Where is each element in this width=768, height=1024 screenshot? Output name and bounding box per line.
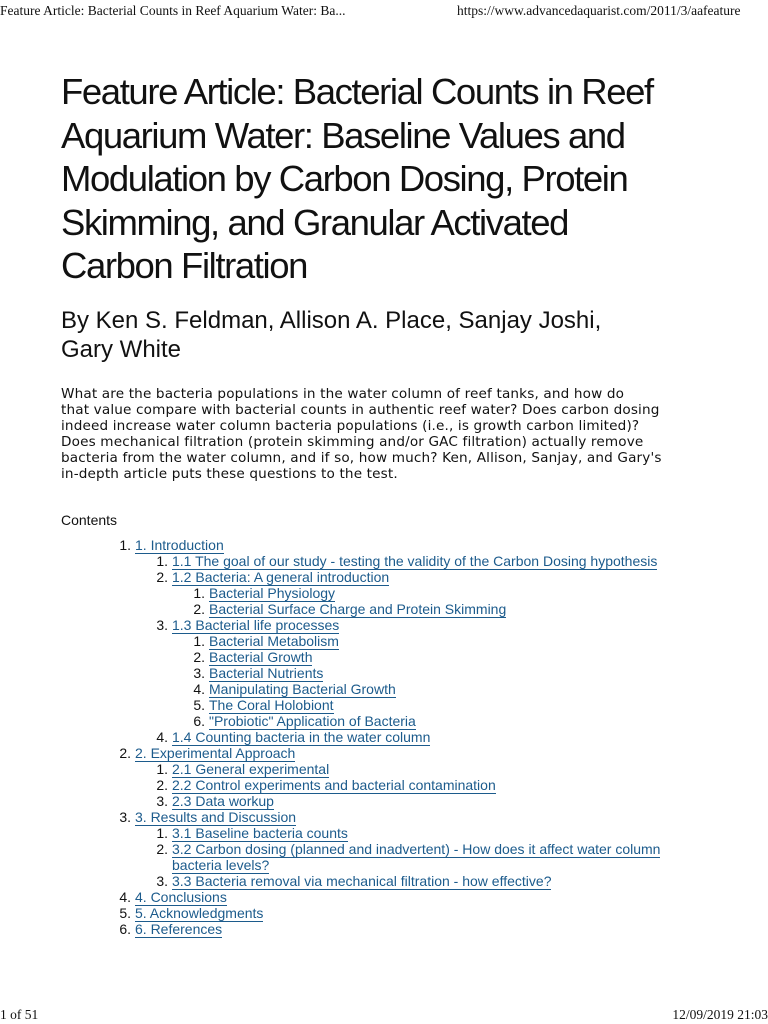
toc-item-number: 1. bbox=[156, 825, 168, 841]
toc-item-number: 3. bbox=[156, 617, 168, 633]
toc-item-number: 5. bbox=[119, 905, 131, 921]
toc-item-number: 4. bbox=[119, 889, 131, 905]
toc-item-number: 1. bbox=[156, 761, 168, 777]
toc-item bbox=[135, 777, 721, 793]
toc-item bbox=[61, 921, 721, 937]
toc-sublist bbox=[135, 761, 721, 809]
print-header-url: https://www.advancedaquarist.com/2011/3/aafeature bbox=[457, 3, 741, 18]
toc-item bbox=[172, 665, 721, 681]
toc-link-baseline-counts[interactable]: 3.1 Baseline bacteria counts bbox=[172, 825, 348, 841]
toc-link-bacteria-introduction[interactable]: 1.2 Bacteria: A general introduction bbox=[172, 569, 390, 585]
toc-link-general-experimental[interactable]: 2.1 General experimental bbox=[172, 761, 330, 777]
toc-item-number: 3. bbox=[156, 793, 168, 809]
toc-item-number: 6. bbox=[119, 921, 131, 937]
toc-link-coral-holobiont[interactable]: The Coral Holobiont bbox=[209, 697, 334, 713]
toc-link-carbon-dosing[interactable]: 3.2 Carbon dosing (planned and inadvertent) - How does it affect water column bbox=[172, 841, 661, 857]
toc-item-number: 5. bbox=[193, 697, 205, 713]
print-date: 12/09/2019 21:03 bbox=[672, 1007, 768, 1022]
toc-link-data-workup[interactable]: 2.3 Data workup bbox=[172, 793, 274, 809]
toc-item-number: 3. bbox=[193, 665, 205, 681]
toc-item bbox=[61, 905, 721, 921]
toc-link-control-experiments[interactable]: 2.2 Control experiments and bacterial contamination bbox=[172, 777, 496, 793]
toc-link-references[interactable]: 6. References bbox=[135, 921, 223, 937]
toc-item bbox=[61, 745, 721, 809]
toc-list bbox=[61, 537, 721, 937]
toc-item-number: 2. bbox=[193, 601, 205, 617]
contents-heading: Contents bbox=[61, 512, 118, 528]
toc-item-number: 1. bbox=[193, 633, 205, 649]
toc-item bbox=[172, 633, 721, 649]
toc-link-bacterial-growth[interactable]: Bacterial Growth bbox=[209, 649, 313, 665]
toc-link-life-processes[interactable]: 1.3 Bacterial life processes bbox=[172, 617, 340, 633]
print-footer bbox=[0, 1004, 768, 1024]
toc-link-mechanical-filtration[interactable]: 3.3 Bacteria removal via mechanical filtration - how effective? bbox=[172, 873, 552, 889]
toc-item-number: 1. bbox=[193, 585, 205, 601]
toc-link-bacterial-physiology[interactable]: Bacterial Physiology bbox=[209, 585, 336, 601]
page-counter: 1 of 51 bbox=[0, 1007, 39, 1022]
toc-sublist bbox=[135, 825, 721, 889]
toc-item-number: 1. bbox=[119, 537, 131, 553]
toc-item bbox=[135, 553, 721, 569]
toc-item-number: 2. bbox=[156, 569, 168, 585]
article-byline: By Ken S. Feldman, Allison A. Place, Sanjay Joshi, Gary White bbox=[61, 306, 602, 363]
toc-item-number: 2. bbox=[119, 745, 131, 761]
toc-item bbox=[135, 761, 721, 777]
toc-sublist bbox=[135, 553, 721, 745]
toc-sublist bbox=[172, 633, 721, 729]
toc-item-number: 2. bbox=[156, 777, 168, 793]
toc-item bbox=[172, 585, 721, 601]
toc-item bbox=[61, 809, 721, 889]
toc-item bbox=[61, 889, 721, 905]
toc-link-conclusions[interactable]: 4. Conclusions bbox=[135, 889, 227, 905]
toc-item bbox=[172, 601, 721, 617]
article-header bbox=[61, 70, 716, 364]
toc-sublist bbox=[172, 585, 721, 617]
toc-link-counting-bacteria[interactable]: 1.4 Counting bacteria in the water column bbox=[172, 729, 431, 745]
toc-item-number: 1. bbox=[156, 553, 168, 569]
toc-item bbox=[172, 681, 721, 697]
toc-item bbox=[172, 713, 721, 729]
toc-link-results-discussion[interactable]: 3. Results and Discussion bbox=[135, 809, 297, 825]
toc-item bbox=[135, 617, 721, 729]
toc-item bbox=[135, 793, 721, 809]
toc-item bbox=[135, 873, 721, 889]
toc-link-carbon-dosing-cont[interactable]: bacteria levels? bbox=[172, 857, 270, 873]
toc-link-surface-charge[interactable]: Bacterial Surface Charge and Protein Skimming bbox=[209, 601, 507, 617]
table-of-contents bbox=[61, 537, 721, 937]
toc-link-manipulating-growth[interactable]: Manipulating Bacterial Growth bbox=[209, 681, 396, 697]
article-summary: What are the bacteria populations in the water column of reef tanks, and how do that value compare with bacterial counts in authentic reef water? Does carbon dosing indeed increase water column bacteria populations (i.e., is growth carbon limited)? Does mechanical filtration (protein skimming and/or GAC filtration) actually remove bacteria from the water column, and if so, how much? Ken, Allison, Sanjay, and Gary's in-depth article puts these questions to the test. bbox=[61, 386, 662, 482]
toc-item bbox=[172, 697, 721, 713]
toc-item bbox=[61, 537, 721, 745]
toc-item bbox=[135, 841, 721, 873]
print-header-title: Feature Article: Bacterial Counts in Reef Aquarium Water: Ba... bbox=[0, 3, 346, 18]
toc-item-number: 4. bbox=[156, 729, 168, 745]
print-header bbox=[0, 0, 768, 22]
toc-item bbox=[135, 825, 721, 841]
toc-link-bacterial-nutrients[interactable]: Bacterial Nutrients bbox=[209, 665, 324, 681]
toc-item-number: 3. bbox=[119, 809, 131, 825]
toc-item-number: 6. bbox=[193, 713, 205, 729]
toc-item-number: 2. bbox=[193, 649, 205, 665]
toc-link-acknowledgments[interactable]: 5. Acknowledgments bbox=[135, 905, 264, 921]
toc-item-number: 2. bbox=[156, 841, 168, 857]
toc-item-number: 4. bbox=[193, 681, 205, 697]
toc-item bbox=[135, 569, 721, 617]
toc-item bbox=[135, 729, 721, 745]
toc-link-bacterial-metabolism[interactable]: Bacterial Metabolism bbox=[209, 633, 339, 649]
toc-link-introduction[interactable]: 1. Introduction bbox=[135, 537, 224, 553]
toc-item-number: 3. bbox=[156, 873, 168, 889]
toc-item bbox=[172, 649, 721, 665]
toc-link-goal-of-study[interactable]: 1.1 The goal of our study - testing the validity of the Carbon Dosing hypothesis bbox=[172, 553, 658, 569]
article-title: Feature Article: Bacterial Counts in Reef Aquarium Water: Baseline Values and Modulation by Carbon Dosing, Protein Skimming, and Granular Activated Carbon Filtration bbox=[61, 71, 653, 286]
toc-link-experimental-approach[interactable]: 2. Experimental Approach bbox=[135, 745, 296, 761]
toc-link-probiotic-application[interactable]: "Probiotic" Application of Bacteria bbox=[209, 713, 416, 729]
